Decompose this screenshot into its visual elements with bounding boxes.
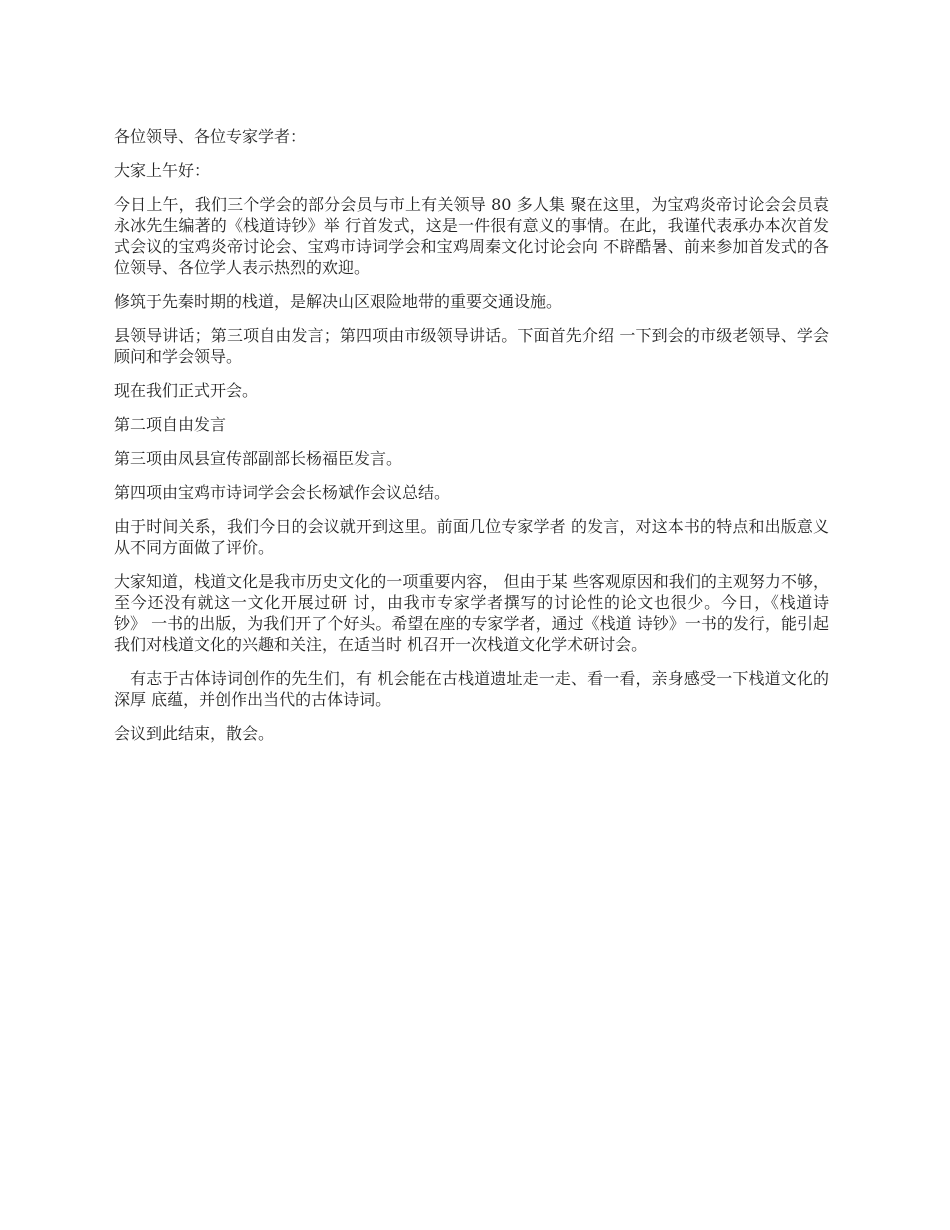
meeting-start-line: 现在我们正式开会。 — [114, 381, 259, 400]
time-closing-paragraph: 由于时间关系，我们今日的会议就开到这里。前面几位专家学者 的发言，对这本书的特点和出版意义从不同方面做了评价。 — [114, 517, 829, 557]
agenda-paragraph: 县领导讲话；第三项自由发言；第四项由市级领导讲话。下面首先介绍 一下到会的市级老领导、学会顾问和学会领导。 — [114, 326, 829, 366]
salutation-line: 大家上午好： — [114, 161, 211, 180]
poets-invitation-paragraph: 有志于古体诗词创作的先生们，有 机会能在古栈道遗址走一走、看一看，亲身感受一下栈道文化的深厚 底蕴，并创作出当代的古体诗词。 — [114, 669, 829, 709]
document-body — [114, 126, 829, 757]
plank-road-intro-paragraph: 修筑于先秦时期的栈道，是解决山区艰险地带的重要交通设施。 — [114, 292, 563, 311]
plank-road-culture-paragraph: 大家知道，栈道文化是我市历史文化的一项重要内容， 但由于某 些客观原因和我们的主观努力不够，至今还没有就这一文化开展过研 讨，由我市专家学者撰写的讨论性的论文也很少。今日，《栈道诗钞》 一书的出版，为我们开了个好头。希望在座的专家学者，通过《栈道 诗钞》一书的发行，能引起我们对栈道文化的兴趣和关注，在适当时 机召开一次栈道文化学术研讨会。 — [114, 572, 829, 654]
item-two-line: 第二项自由发言 — [114, 415, 227, 434]
greeting-line: 各位领导、各位专家学者： — [114, 127, 307, 146]
item-three-line: 第三项由凤县宣传部副部长杨福臣发言。 — [114, 449, 403, 468]
adjournment-line: 会议到此结束，散会。 — [114, 724, 275, 743]
welcome-paragraph: 今日上午，我们三个学会的部分会员与市上有关领导 80 多人集 聚在这里，为宝鸡炎帝讨论会会员袁永冰先生编著的《栈道诗钞》举 行首发式，这是一件很有意义的事情。在此，我谨代表承办本次首发 式会议的宝鸡炎帝讨论会、宝鸡市诗词学会和宝鸡周秦文化讨论会向 不辟酷暑、前来参加首发式的各位领导、各位学人表示热烈的欢迎。 — [114, 195, 829, 277]
item-four-line: 第四项由宝鸡市诗词学会会长杨斌作会议总结。 — [114, 483, 451, 502]
